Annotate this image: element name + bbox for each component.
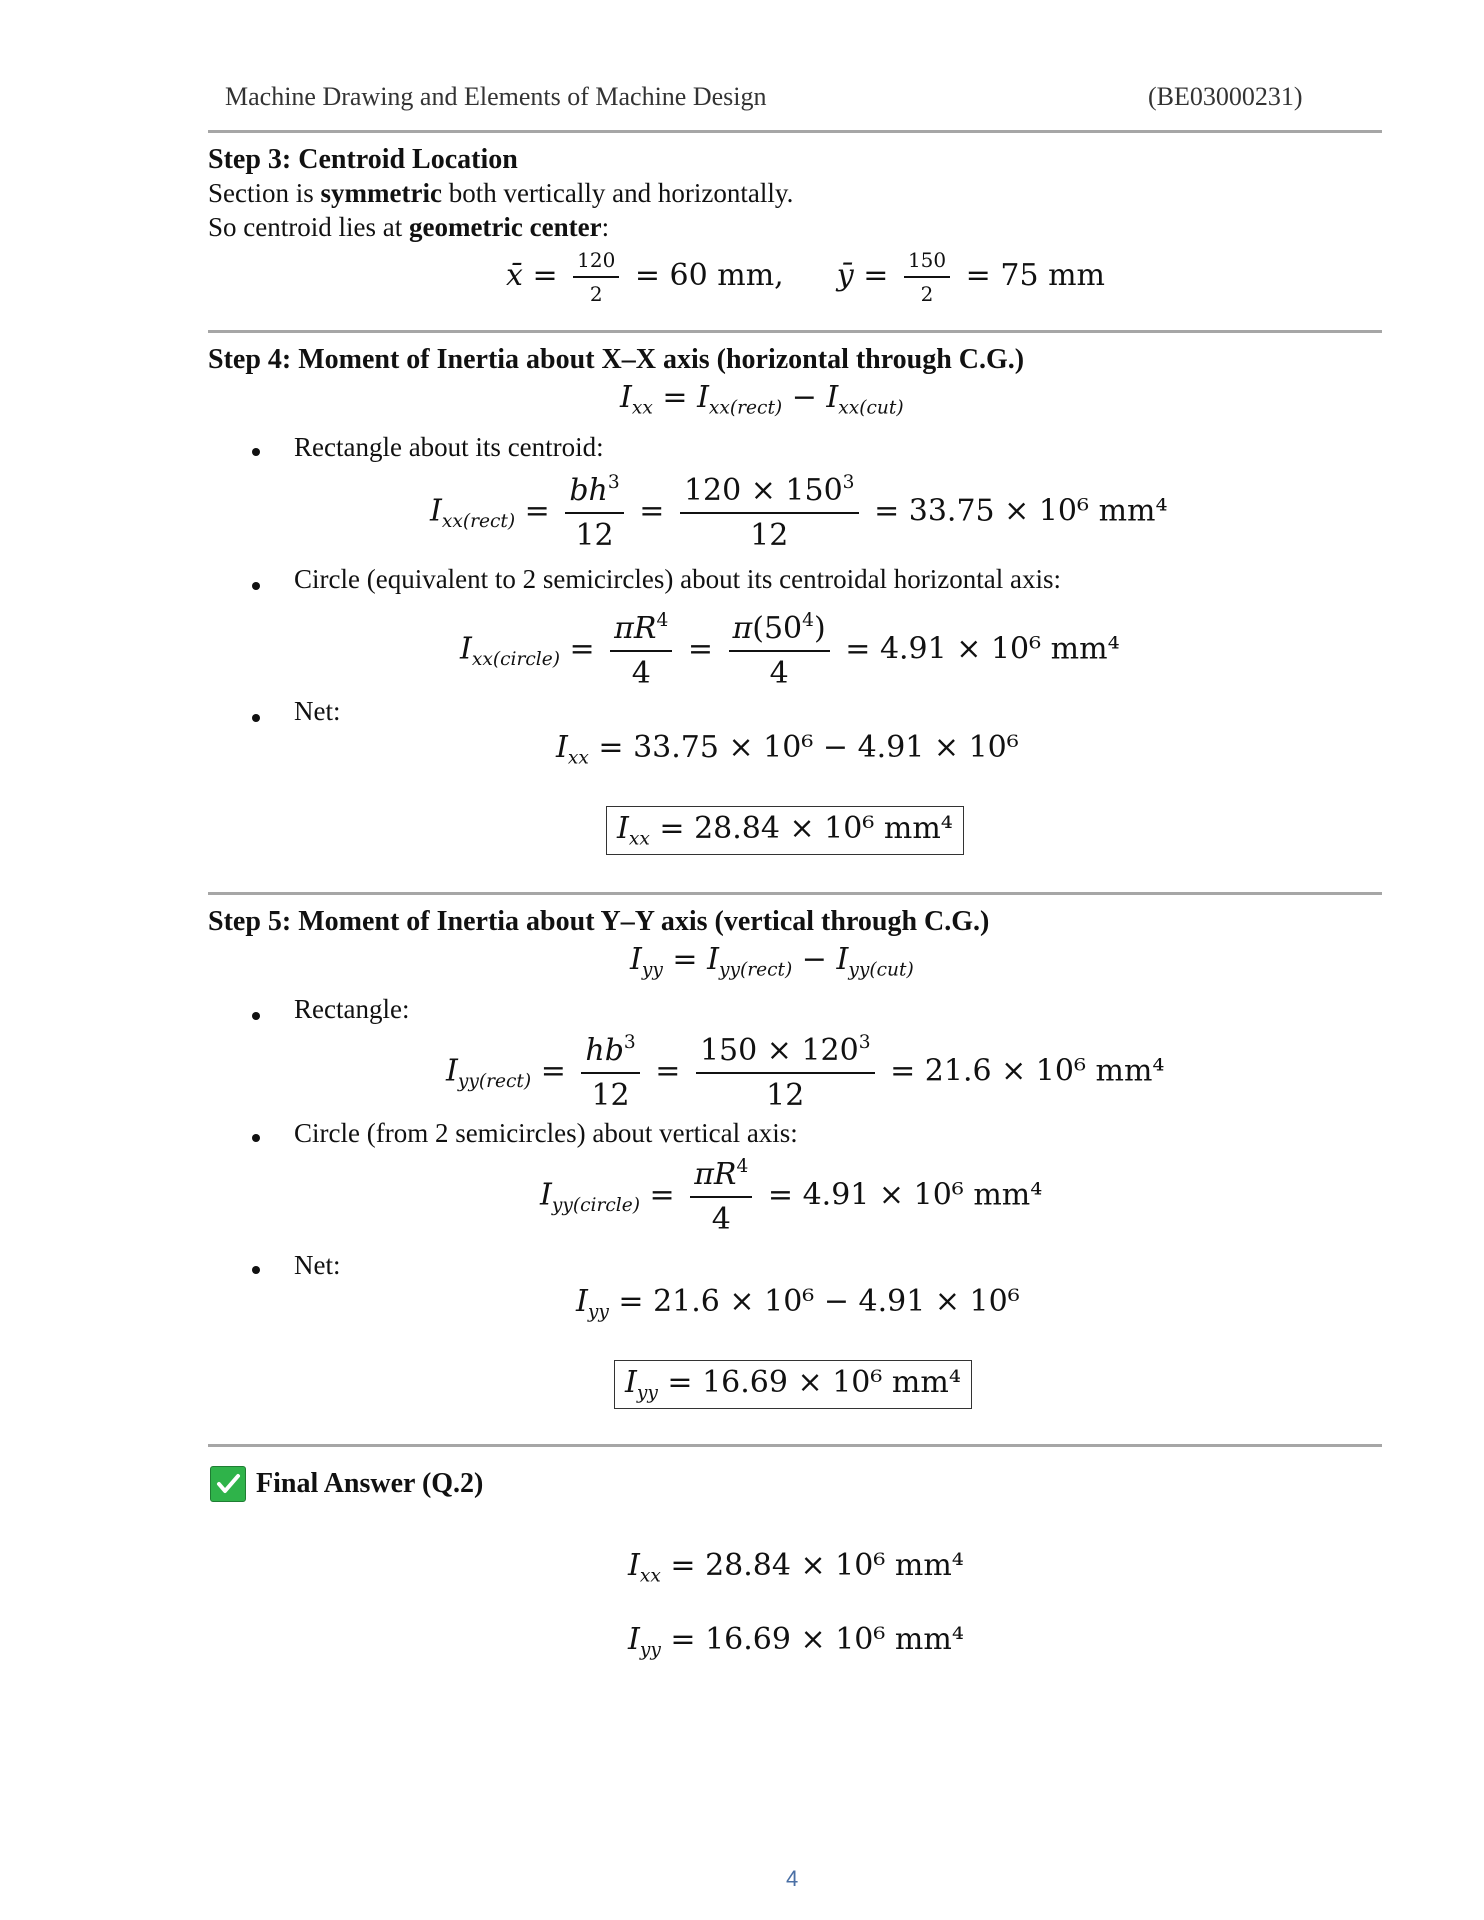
step4-heading: Step 4: Moment of Inertia about X–X axis (horizontal through C.G.) xyxy=(208,344,1025,375)
iyy-rect-equation: $I_{yy(rect)}$ = $\frac{hb^3}{12}$ = $\frac{150 \times 120^3}{12}$ = 21.6 × 10⁶ mm⁴ xyxy=(446,1032,1165,1114)
ixx-definition: $I_{xx} = I_{xx(rect)} - I_{xx(cut)}$ xyxy=(620,380,904,419)
running-header-code: (BE03000231) xyxy=(1148,82,1303,111)
step3-heading: Step 3: Centroid Location xyxy=(208,144,518,175)
iyy-circle-result: = 4.91 × 10⁶ mm⁴ xyxy=(767,1177,1043,1213)
running-header-title: Machine Drawing and Elements of Machine Design xyxy=(225,82,767,111)
iyy-net-expr: = 21.6 × 10⁶ − 4.91 × 10⁶ xyxy=(618,1284,1020,1319)
xbar-num: 120 xyxy=(573,248,619,278)
iyy-net-equation: $I_{yy} = 21.6 \times 10^6 - 4.91 \times 10^6$ xyxy=(576,1284,1020,1323)
step3-line1-bold: symmetric xyxy=(320,178,442,208)
ixx-rect-result: = 33.75 × 10⁶ mm⁴ xyxy=(874,493,1168,529)
bullet-dot xyxy=(252,582,260,590)
final-ixx: $I_{xx} = 28.84 \times 10^6$ mm⁴ xyxy=(628,1548,964,1587)
final-iyy: $I_{yy} = 16.69 \times 10^6$ mm⁴ xyxy=(628,1622,964,1661)
ixx-boxed-result: $I_{xx} = 28.84 \times 10^6$ mm⁴ xyxy=(606,806,964,855)
final-answer-heading: Final Answer (Q.2) xyxy=(256,1468,484,1499)
step5-bullet-rectangle: Rectangle: xyxy=(294,994,410,1024)
ixx-boxed-value: = 28.84 × 10⁶ mm⁴ xyxy=(659,811,953,846)
step3-line1-a: Section is xyxy=(208,178,321,208)
iyy-definition: $I_{yy} = I_{yy(rect)} - I_{yy(cut)}$ xyxy=(630,942,914,981)
page-number: 4 xyxy=(786,1866,799,1891)
step5-bullet-net: Net: xyxy=(294,1250,341,1280)
step4-bullet-circle: Circle (equivalent to 2 semicircles) about its centroidal horizontal axis: xyxy=(294,564,1062,594)
iyy-boxed-result: $I_{yy} = 16.69 \times 10^6$ mm⁴ xyxy=(614,1360,972,1409)
step5-heading: Step 5: Moment of Inertia about Y–Y axis (vertical through C.G.) xyxy=(208,906,990,937)
xbar-result: 60 mm, xyxy=(669,258,784,293)
final-iyy-value: = 16.69 × 10⁶ mm⁴ xyxy=(670,1622,964,1657)
bullet-dot xyxy=(252,1266,260,1274)
checkmark-icon xyxy=(210,1466,246,1502)
xbar-den: 2 xyxy=(589,282,603,306)
ybar-num: 150 xyxy=(904,248,950,278)
ixx-circle-result: = 4.91 × 10⁶ mm⁴ xyxy=(845,631,1120,667)
iyy-boxed-value: = 16.69 × 10⁶ mm⁴ xyxy=(667,1365,961,1400)
ybar-symbol: ȳ xyxy=(836,258,854,293)
ixx-net-equation: $I_{xx} = 33.75 \times 10^6 - 4.91 \times 10^6$ xyxy=(556,730,1019,769)
step4-bullet-net: Net: xyxy=(294,696,341,726)
step3-line2 xyxy=(208,212,609,243)
xbar-symbol: x̄ xyxy=(506,258,523,293)
step3-line2-a: So centroid lies at xyxy=(208,212,409,242)
ybar-den: 2 xyxy=(920,282,934,306)
section-rule-1 xyxy=(208,330,1382,333)
bullet-dot xyxy=(252,1012,260,1020)
iyy-circle-equation: $I_{yy(circle)}$ = $\frac{\pi R^4}{4}$ = 4.91 × 10⁶ mm⁴ xyxy=(540,1156,1043,1238)
ixx-net-expr: = 33.75 × 10⁶ − 4.91 × 10⁶ xyxy=(598,730,1019,765)
ixx-circle-equation: $I_{xx(circle)}$ = $\frac{\pi R^4}{4}$ = $\frac{\pi(50^4)}{4}$ = 4.91 × 10⁶ mm⁴ xyxy=(460,610,1120,692)
bullet-dot xyxy=(252,714,260,722)
section-rule-2 xyxy=(208,892,1382,895)
final-ixx-value: = 28.84 × 10⁶ mm⁴ xyxy=(670,1548,964,1583)
ixx-rect-equation: $I_{xx(rect)}$ = $\frac{bh^3}{12}$ = $\frac{120 \times 150^3}{12}$ = 33.75 × 10⁶ mm⁴ xyxy=(430,472,1168,554)
header-rule xyxy=(208,130,1382,133)
step4-bullet-rectangle: Rectangle about its centroid: xyxy=(294,432,604,462)
step3-line2-c: : xyxy=(601,212,610,242)
step3-line1 xyxy=(208,178,793,209)
bullet-dot xyxy=(252,1134,260,1142)
step3-line1-c: both vertically and horizontally. xyxy=(441,178,794,208)
centroid-equation: x̄ = $\frac{120}{2}$ = 60 mm, ȳ = $\frac{150}{2}$ = 75 mm xyxy=(506,248,1105,306)
iyy-rect-result: = 21.6 × 10⁶ mm⁴ xyxy=(890,1053,1165,1089)
section-rule-3 xyxy=(208,1444,1382,1447)
step3-line2-bold: geometric center xyxy=(408,212,602,242)
ybar-result: 75 mm xyxy=(1000,258,1105,293)
step5-bullet-circle: Circle (from 2 semicircles) about vertical axis: xyxy=(294,1118,798,1148)
bullet-dot xyxy=(252,448,260,456)
